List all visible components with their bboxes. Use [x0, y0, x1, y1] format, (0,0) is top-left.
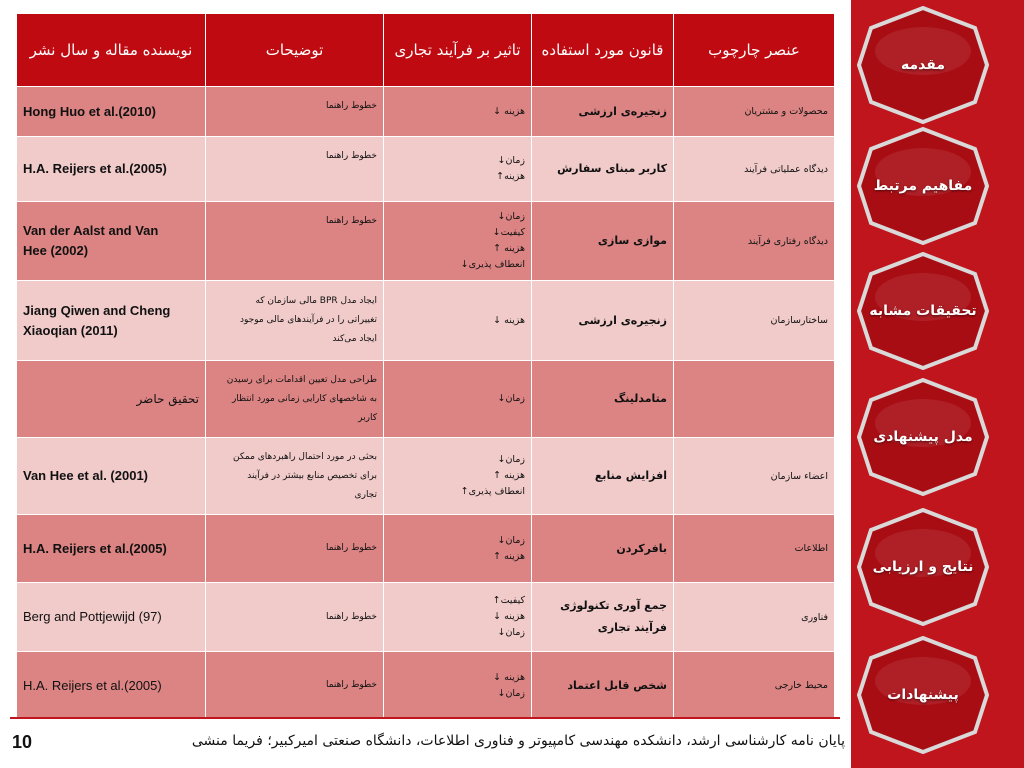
author-cell: [17, 137, 206, 202]
law-cell: [532, 438, 674, 515]
effect-cell: [384, 87, 532, 137]
description-cell: [206, 281, 384, 361]
description-cell: [206, 515, 384, 583]
effect-line: هزینه ↓: [493, 105, 525, 117]
table-row: [17, 515, 835, 583]
description-cell: [206, 87, 384, 137]
nav-item-proposed-model[interactable]: [857, 378, 989, 496]
author-line: H.A. Reijers et al.(2005): [23, 540, 167, 556]
author-line: Xiaoqian (2011): [23, 322, 118, 338]
description-cell: [206, 583, 384, 652]
effect-line: کیفیت↑: [492, 595, 525, 606]
law-cell: [532, 137, 674, 202]
effect-cell: [384, 281, 532, 361]
author-cell: [17, 438, 206, 515]
author-line: Hee (2002): [23, 243, 89, 258]
description-cell: [206, 361, 384, 438]
effect-line: هزینه ↓: [493, 314, 525, 326]
author-cell: [17, 281, 206, 361]
element-cell: [674, 438, 835, 515]
description-line: خطوط راهنما: [325, 151, 377, 161]
author-line: Jiang Qiwen and Cheng: [23, 302, 171, 318]
nav-label: تحقیقات مشابه: [869, 303, 977, 319]
effect-cell: [384, 202, 532, 281]
law-cell: [532, 202, 674, 281]
description-cell: [206, 652, 384, 720]
author-line: Hong Huo et al.(2010): [23, 103, 156, 119]
element-cell: [674, 583, 835, 652]
table-row: [17, 202, 835, 281]
law-cell: [532, 361, 674, 438]
author-line: Van Hee et al. (2001): [23, 468, 149, 483]
table-row: [17, 87, 835, 137]
law-cell: [532, 583, 674, 652]
table-row: [17, 438, 835, 515]
element-cell: [674, 361, 835, 438]
law-line: زنجیره‌ی ارزشی: [578, 104, 667, 118]
effect-cell: [384, 438, 532, 515]
author-cell: [17, 87, 206, 137]
element-line: فناوری: [801, 611, 828, 623]
effect-line: زمان↓: [497, 393, 525, 404]
effect-line: زمان↓: [497, 155, 525, 166]
element-line: دیدگاه عملیاتی فرآیند: [744, 163, 828, 175]
header-author: نویسنده مقاله و سال نشر: [17, 14, 206, 87]
element-cell: [674, 137, 835, 202]
author-cell: [17, 202, 206, 281]
description-cell: [206, 137, 384, 202]
law-line: افزایش منابع: [594, 469, 667, 482]
element-line: محصولات و مشتریان: [744, 106, 828, 117]
effect-line: هزینه ↓: [493, 671, 525, 683]
header-description: توضیحات: [206, 14, 384, 87]
table-header-row: [17, 14, 835, 87]
effect-line: زمان↓: [497, 687, 525, 699]
law-line: شخص قابل اعتماد: [567, 678, 667, 692]
effect-line: کیفیت↓: [492, 227, 525, 238]
element-line: اعضاء سازمان: [770, 470, 828, 482]
author-line: Berg and Pottjewijd (97): [23, 609, 162, 624]
effect-line: انعطاف پذیری↓: [460, 259, 525, 270]
nav-item-results-evaluation[interactable]: [857, 508, 989, 626]
nav-label: پیشنهادات: [887, 687, 959, 703]
header-law: قانون مورد استفاده: [532, 14, 674, 87]
comparison-table-container: [16, 13, 834, 716]
element-cell: [674, 202, 835, 281]
description-line: خطوط راهنما: [325, 680, 377, 690]
author-cell: [17, 583, 206, 652]
effect-cell: [384, 652, 532, 720]
description-line: بحثی در مورد احتمال راهبردهای ممکن: [233, 452, 377, 462]
nav-label: نتایج و ارزیابی: [872, 559, 974, 575]
law-line: موازی سازی: [597, 234, 667, 247]
effect-cell: [384, 515, 532, 583]
comparison-table: [16, 13, 835, 720]
table-row: [17, 361, 835, 438]
law-cell: [532, 515, 674, 583]
table-row: [17, 281, 835, 361]
description-line: ایجاد می‌کند: [332, 334, 377, 344]
author-cell: [17, 361, 206, 438]
effect-line: هزینه ↑: [493, 243, 525, 254]
nav-label: مقدمه: [901, 57, 945, 73]
footer-divider: [10, 717, 840, 719]
effect-line: زمان↓: [497, 534, 525, 546]
law-cell: [532, 87, 674, 137]
description-line: برای تخصیص منابع بیشتر در فرآیند: [247, 471, 377, 481]
nav-item-suggestions[interactable]: [857, 636, 989, 754]
element-line: دیدگاه رفتاری فرآیند: [747, 235, 828, 247]
description-line: خطوط راهنما: [325, 101, 377, 111]
element-line: اطلاعات: [794, 543, 828, 554]
effect-cell: [384, 361, 532, 438]
page-number: 10: [12, 732, 33, 752]
header-effect: تاثیر بر فرآیند تجاری: [384, 14, 532, 87]
author-line: Van der Aalst and Van: [23, 223, 159, 238]
description-line: خطوط راهنما: [325, 216, 377, 226]
effect-cell: [384, 137, 532, 202]
element-line: ساختارسازمان: [770, 315, 828, 326]
law-cell: [532, 281, 674, 361]
description-cell: [206, 438, 384, 515]
law-line: فرآیند تجاری: [597, 621, 667, 634]
description-line: تجاری: [354, 490, 377, 500]
law-line: کاربر مبنای سفارش: [557, 162, 667, 175]
description-line: خطوط راهنما: [325, 543, 377, 553]
nav-item-related-concepts[interactable]: [857, 127, 989, 245]
description-line: به شاخصهای کارایی زمانی مورد انتظار: [231, 393, 377, 404]
table-row: [17, 652, 835, 720]
description-line: ایجاد مدل BPR مالی سازمان که: [255, 296, 377, 306]
description-line: کاربر: [358, 412, 377, 423]
effect-line: هزینه ↑: [493, 550, 525, 562]
table-row: [17, 583, 835, 652]
effect-line: زمان↓: [497, 454, 525, 465]
law-line: متامدلینگ: [614, 392, 667, 405]
effect-cell: [384, 583, 532, 652]
element-cell: [674, 652, 835, 720]
element-cell: [674, 87, 835, 137]
effect-line: زمان↓: [497, 211, 525, 222]
author-cell: [17, 652, 206, 720]
law-line: جمع آوری تکنولوژی: [560, 599, 667, 612]
nav-label: مدل پیشنهادی: [873, 429, 973, 445]
sidebar-nav: [851, 0, 1024, 768]
author-line: H.A. Reijers et al.(2005): [23, 677, 162, 693]
element-cell: [674, 515, 835, 583]
description-cell: [206, 202, 384, 281]
description-line: تغییراتی را در فرآیندهای مالی موجود: [240, 315, 377, 325]
law-line: زنجیره‌ی ارزشی: [578, 313, 667, 327]
description-line: طراحی مدل تعیین اقدامات برای رسیدن: [226, 374, 377, 385]
law-line: بافرکردن: [616, 541, 667, 555]
author-line: تحقیق حاضر: [136, 392, 199, 406]
nav-item-similar-research[interactable]: [857, 252, 989, 370]
footer-text: پایان نامه کارشناسی ارشد، دانشکده مهندسی کامپیوتر و فناوری اطلاعات، دانشگاه صنعتی امیرکبیر؛ فریما منشی: [191, 733, 845, 749]
law-cell: [532, 652, 674, 720]
element-line: محیط خارجی: [774, 680, 828, 691]
nav-item-introduction[interactable]: [857, 6, 989, 124]
table-row: [17, 137, 835, 202]
effect-line: هزینه ↓: [493, 611, 525, 622]
author-cell: [17, 515, 206, 583]
effect-line: زمان↓: [497, 627, 525, 638]
effect-line: هزینه ↑: [493, 470, 525, 481]
author-line: H.A. Reijers et al.(2005): [23, 161, 167, 176]
header-element: عنصر چارچوب: [674, 14, 835, 87]
element-cell: [674, 281, 835, 361]
effect-line: انعطاف پذیری↑: [460, 486, 525, 497]
effect-line: هزینه↑: [496, 171, 525, 182]
nav-label: مفاهیم مرتبط: [873, 178, 973, 194]
description-line: خطوط راهنما: [325, 611, 377, 622]
